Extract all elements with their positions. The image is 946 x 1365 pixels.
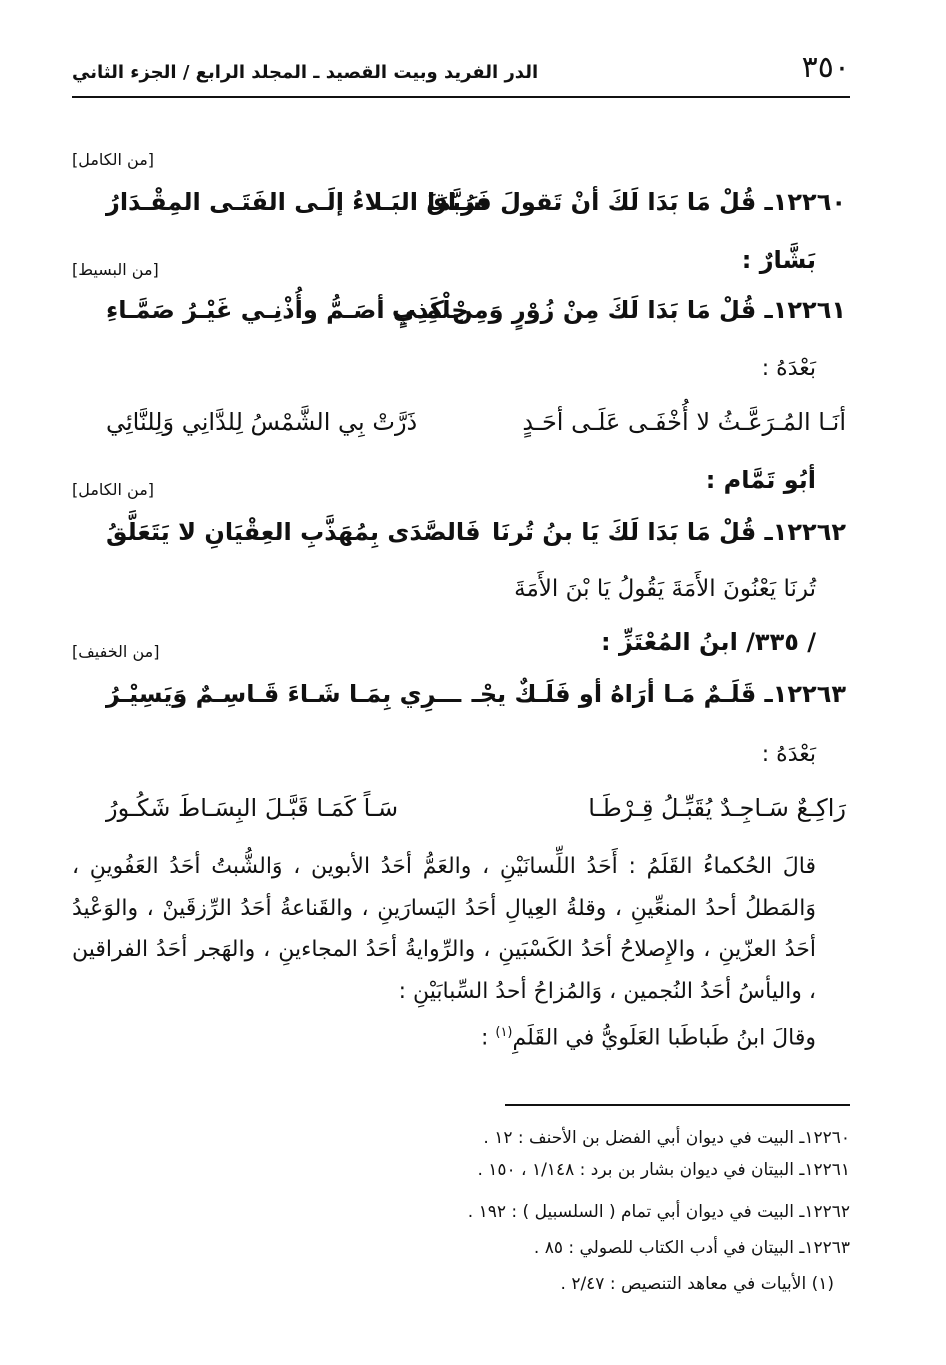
verse-second-hemistich: فَالصَّدَى بِمُهَذَّبِ العِقْيَانِ لا يَتَعَلَّقُ <box>106 518 481 546</box>
verse-first-hemistich: ١٢٢٦٢ـ قُلْ مَا بَدَا لَكَ يَا بنُ تُرنَا <box>491 518 846 546</box>
footnote: ١٢٢٦٢ـ البيت في ديوان أبي تمام ( السلسبيل ) : ١٩٢ . <box>467 1202 850 1222</box>
continuation-label: بَعْدَهُ : <box>761 356 816 381</box>
verse-first-hemistich: أنَـا المُـرَعَّـثُ لا أُخْفَـى عَلَـى أحَـدٍ <box>522 408 846 436</box>
prose-closing-text: وقالَ ابنُ طَباطَبا العَلَويُّ في القَلَمِ <box>512 1025 816 1051</box>
gloss-line: تُرنَا يَعْنُونَ الأَمَةَ يَقُولُ يَا بْنَ الأَمَةَ <box>514 576 816 602</box>
verse-second-hemistich: سَـاً كَمَـا قَبَّـلَ البِسَـاطَ شَكُـورُ <box>106 794 399 822</box>
prose-closing-line <box>72 1012 850 1059</box>
poet-name: بَشَّارٌ : <box>741 246 816 274</box>
footnote-rule <box>505 1104 850 1106</box>
header-rule <box>72 96 850 98</box>
prose-closing-colon: : <box>480 1025 496 1051</box>
verse-first-hemistich: رَاكِـعٌ سَـاجِـدٌ يُقَبِّـلُ قِـرْطَـا <box>588 794 846 822</box>
meter-label: [من البسيط] <box>72 260 159 279</box>
verse-second-hemistich: سَـاقَ البَـلاءُ إلَـى الفَتَـى المِقْـدَارُ <box>106 188 489 216</box>
verse-second-hemistich: حِلْمِـي أصَـمُّ وأُذْنِـي غَيْـرُ صَمَّـاءِ <box>106 296 469 324</box>
running-head: الدر الفريد وبيت القصيد ـ المجلد الرابع / الجزء الثاني <box>72 62 539 83</box>
poet-name: / ٣٣٥/ ابنُ المُعْتَزِّ : <box>601 628 816 656</box>
verse-first-hemistich: ١٢٢٦٣ـ قَلَـمٌ مَـا أرَاهُ أو فَلَـكٌ يجْـ <box>471 680 846 708</box>
continuation-label: بَعْدَهُ : <box>761 742 816 767</box>
footnote: ١٢٢٦٣ـ البيتان في أدب الكتاب للصولي : ٨٥ . <box>533 1238 850 1258</box>
verse-second-hemistich: ـــرِي بِمَـا شَـاءَ قَـاسِـمٌ وَيَسِيْـرُ <box>106 680 462 708</box>
footnote: (١) الأبيات في معاهد التنصيص : ٢/٤٧ . <box>560 1274 834 1294</box>
verse-first-hemistich: ١٢٢٦٠ـ قُلْ مَا بَدَا لَكَ أنْ تَقولَ فَرُبَّمَا <box>426 188 846 216</box>
prose-block <box>72 846 850 1059</box>
poet-name: أبُو تَمَّام : <box>705 466 816 494</box>
meter-label: [من الكامل] <box>72 150 155 169</box>
footnote: ١٢٢٦١ـ البيتان في ديوان بشار بن برد : ١/١٤٨ ، ١٥٠ . <box>477 1160 850 1180</box>
verse-first-hemistich: ١٢٢٦١ـ قُلْ مَا بَدَا لَكَ مِنْ زُوْرٍ وَمِنْ كَذِبٍ <box>391 296 846 324</box>
prose-paragraph: قالَ الحُكماءُ القَلَمُ : أَحَدُ اللِّسانَيْنِ ، والعَمُّ أحَدُ الأبوين ، وَالشُّبتُ أحَدُ العَفُوينِ ، وَالمَطلُ أحدُ المنعِّينِ ، وقلةُ العِيالِ أحَدُ اليَسارَينِ ، والقَناعةُ أحَدُ الرِّزقَينْ ، والوَعْيدُ أحَدُ العزّينِ ، والإِصلاحُ أحَدُ الكَسْبَينِ ، والرِّوايةُ أحَدُ المجاءينِ ، والهَجر أحَدُ الفراقين ، واليأسُ أحَدُ النُجمين ، وَالمُزاحُ أحدُ السِّبابَيْنِ : <box>72 854 816 1004</box>
meter-label: [من الخفيف] <box>72 642 160 661</box>
footnote: ١٢٢٦٠ـ البيت في ديوان أبي الفضل بن الأحنف : ١٢ . <box>483 1128 850 1148</box>
verse-second-hemistich: ذَرَّتْ بِي الشَّمْسُ لِلدَّانِي وَلِلنَّائِي <box>106 408 418 436</box>
meter-label: [من الكامل] <box>72 480 155 499</box>
footnote-reference: (١) <box>495 1025 513 1040</box>
page-number: ٣٥٠ <box>801 50 850 85</box>
